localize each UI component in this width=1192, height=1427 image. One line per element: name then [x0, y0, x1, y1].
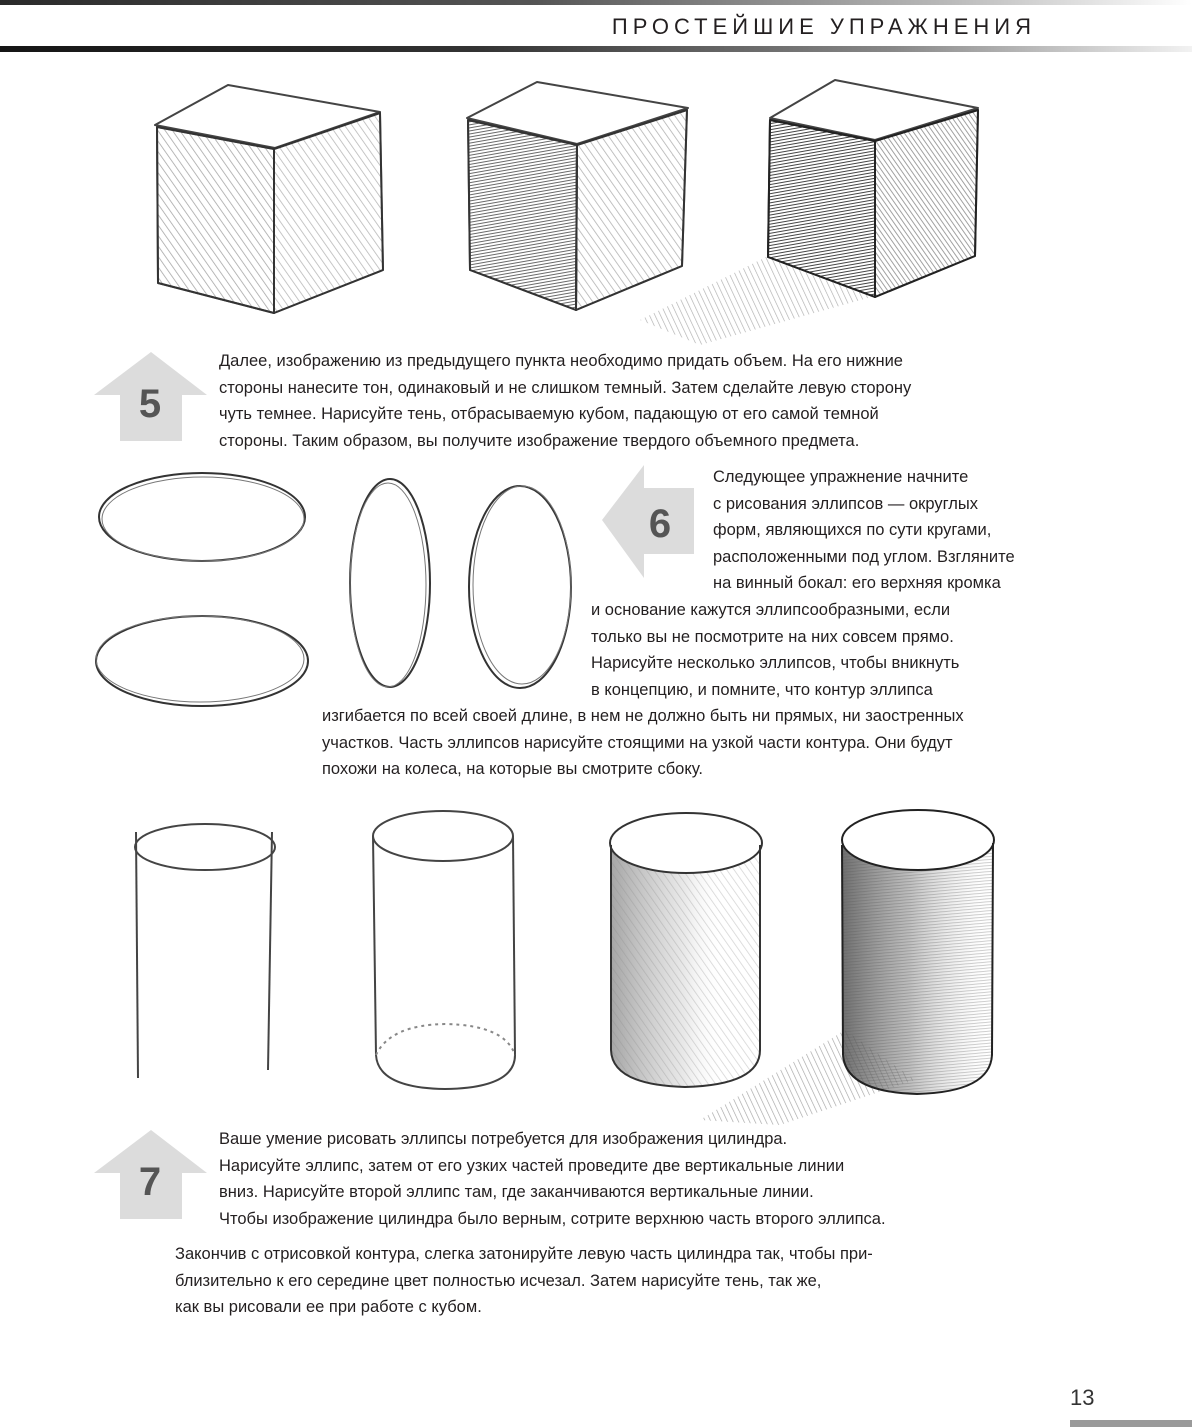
ellipse-sketches	[96, 473, 571, 706]
step-7-continuation	[175, 1241, 873, 1321]
step-6-line: в концепцию, и помните, что контур эллипса	[591, 680, 933, 699]
step-6-line: Следующее упражнение начните	[713, 468, 969, 486]
step-6-text-intro	[713, 464, 1015, 597]
cylinder-sketch-outline	[135, 824, 275, 1078]
cube-sketch-shadow	[640, 80, 978, 345]
step-6-line: только вы не посмотрите на них совсем прямо.	[591, 627, 954, 646]
cylinder-sketch-construction	[373, 811, 515, 1089]
cube-sketch-light	[155, 85, 383, 313]
step-7-line: вниз. Нарисуйте второй эллипс там, где заканчиваются вертикальные линии.	[219, 1183, 814, 1202]
step-6-line: расположенными под углом. Взгляните	[713, 547, 1015, 566]
step-7-line: Чтобы изображение цилиндра было верным, сотрите верхнюю часть второго эллипса.	[219, 1209, 886, 1228]
footer-bar	[1070, 1420, 1192, 1427]
step-6-line: форм, являющихся по сути кругами,	[713, 521, 992, 540]
step-6-line: похожи на колеса, на которые вы смотрите сбоку.	[322, 760, 703, 779]
step-7-text	[219, 1126, 886, 1232]
step-6-line: и основание кажутся эллипсообразными, если	[591, 601, 951, 619]
step-6-number: 6	[648, 502, 672, 546]
step-5-line: Далее, изображению из предыдущего пункта необходимо придать объем. На его нижние	[219, 352, 903, 370]
step-5-line: стороны нанесите тон, одинаковый и не слишком темный. Затем сделайте левую сторону	[219, 378, 912, 397]
step-6-line: на винный бокал: его верхняя кромка	[713, 574, 1001, 593]
step-5-text	[219, 348, 911, 454]
step-7-number: 7	[138, 1160, 162, 1204]
step-5-number: 5	[138, 382, 162, 426]
step-6-text-middle	[591, 597, 959, 703]
step-7-cont-line: как вы рисовали ее при работе с кубом.	[175, 1298, 482, 1317]
step-6-line: изгибается по всей своей длине, в нем не должно быть ни прямых, ни заостренных	[322, 707, 964, 725]
step-5-line: чуть темнее. Нарисуйте тень, отбрасываемую кубом, падающую от его самой темной	[219, 405, 879, 424]
step-7-cont-line: Закончив с отрисовкой контура, слегка затонируйте левую часть цилиндра так, чтобы при-	[175, 1245, 873, 1263]
step-6-line: с рисования эллипсов — округлых	[713, 494, 978, 513]
step-7-line: Ваше умение рисовать эллипсы потребуется для изображения цилиндра.	[219, 1130, 788, 1148]
page-number: 13	[1070, 1385, 1095, 1410]
chapter-title: ПРОСТЕЙШИЕ УПРАЖНЕНИЯ	[611, 14, 1036, 39]
cylinder-sketch-toned	[610, 813, 762, 1087]
step-6-line: Нарисуйте несколько эллипсов, чтобы вникнуть	[591, 654, 960, 673]
step-5-line: стороны. Таким образом, вы получите изображение твердого объемного предмета.	[219, 431, 860, 450]
step-6-text-end	[322, 703, 964, 783]
step-6-line: участков. Часть эллипсов нарисуйте стоящими на узкой части контура. Они будут	[322, 733, 953, 752]
step-7-cont-line: близительно к его середине цвет полностью исчезал. Затем нарисуйте тень, так же,	[175, 1271, 822, 1290]
cube-sketch-toned	[467, 82, 688, 310]
step-7-line: Нарисуйте эллипс, затем от его узких частей проведите две вертикальные линии	[219, 1156, 845, 1175]
